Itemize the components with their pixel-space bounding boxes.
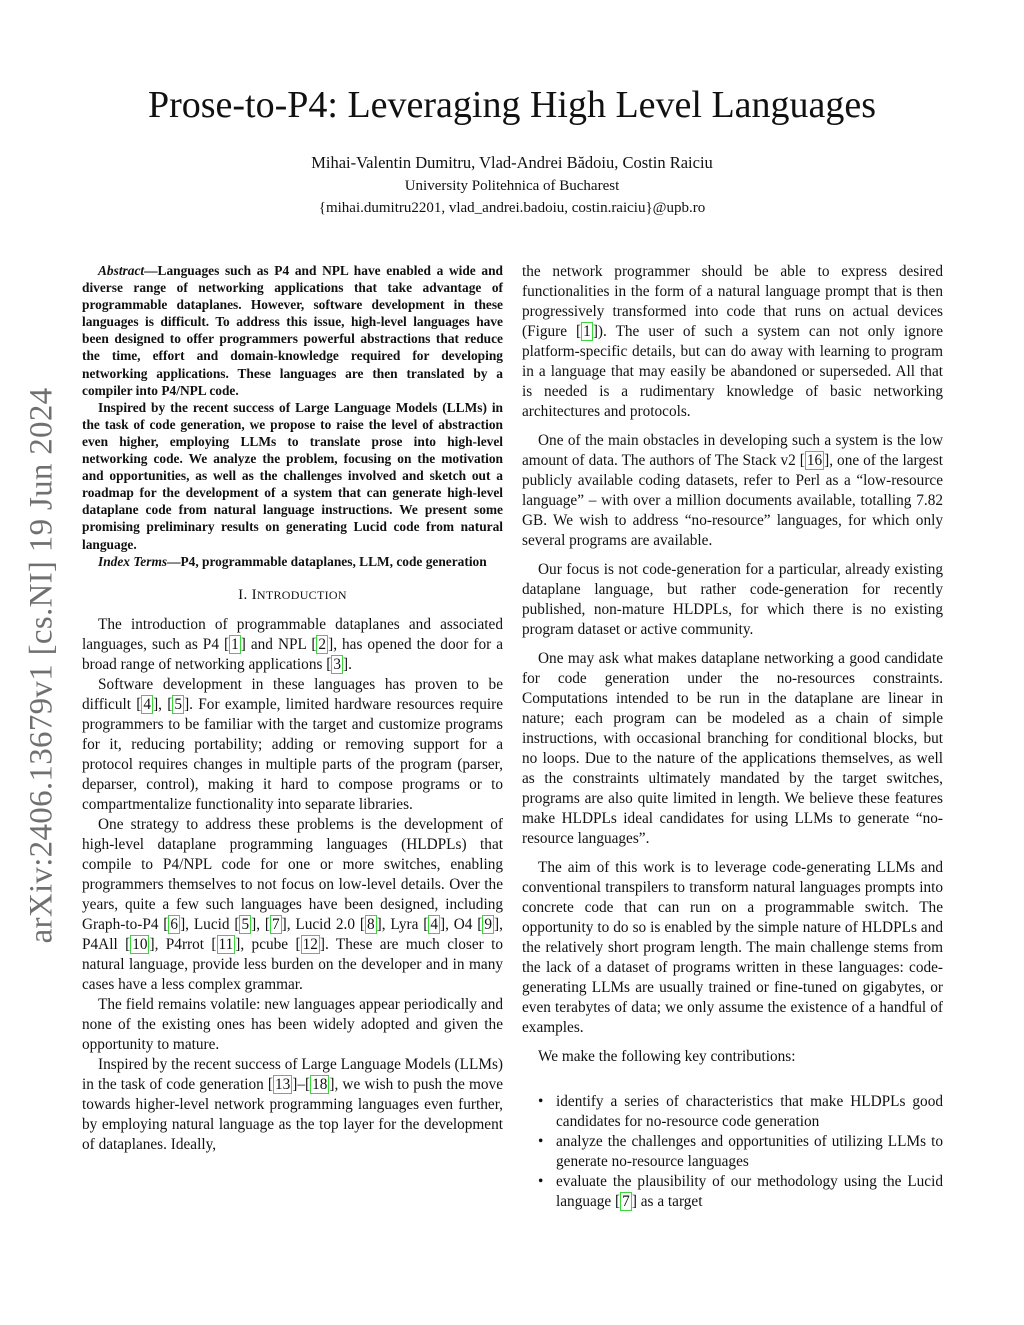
right-paragraph-5: The aim of this work is to leverage code-generating LLMs and conventional transpilers to transform natural languages prompts into concrete code that can run on a programmable switch. The opportunity to do so is enabled by the simple nature of HLDPLs and the relatively short program length. The main challenge stems from the lack of a dataset of programs written in these languages: code-generating LLMs are usually trained or fine-tuned on gigabytes, or even terabytes of data; we only assume the existence of a handful of examples. — [522, 859, 943, 1036]
right-column — [522, 262, 943, 1212]
contribution-item-2: • analyze the challenges and opportunities of utilizing LLMs to generate no-resource languages — [556, 1132, 943, 1172]
citation-link[interactable]: 1 — [231, 635, 239, 653]
figure-link[interactable]: 1 — [583, 323, 591, 340]
contribution-item-3: • evaluate the plausibility of our methodology using the Lucid language [ 7 ] as a target — [556, 1172, 943, 1212]
citation-link[interactable]: 4 — [143, 695, 152, 713]
abstract-text-1: —Languages such as P4 and NPL have enabled a wide and diverse range of networking applications that take advantage of programmable dataplanes. However, software development in these languages is difficult. To address this issue, high-level languages have been designed to offer programmers powerful abstractions that reduce the time, effort and domain-knowledge required for developing networking applications. These languages are then translated by a compiler into P4/NPL code. — [82, 263, 503, 398]
citation-link[interactable]: 9 — [484, 915, 493, 933]
abstract-paragraph-1 — [82, 262, 503, 399]
paper-title: Prose-to-P4: Leveraging High Level Languages — [147, 84, 877, 126]
left-column — [82, 262, 503, 1155]
abstract-label: Abstract — [98, 263, 145, 278]
citation-link[interactable]: 13 — [274, 1075, 291, 1093]
citation-link[interactable]: 12 — [302, 935, 318, 953]
index-terms-text: —P4, programmable dataplanes, LLM, code generation — [167, 553, 487, 569]
citation-link[interactable]: 3 — [333, 655, 342, 673]
intro-paragraph-4: The field remains volatile: new languages appear periodically and none of the existing ones has been widely adopted and given the opportunity to mature. — [82, 995, 503, 1053]
citation-link[interactable]: 2 — [318, 635, 327, 653]
author-emails: {mihai.dumitru2201, vlad_andrei.badoiu, costin.raiciu}@upb.ro — [318, 200, 706, 216]
intro-paragraph-5: Inspired by the recent success of Large Language Models (LLMs) in the task of code generation [ 13 ]–[ 18 ], we wish to push the move towards higher-level network programming languages even further, by employing natural language as the top layer for the development of dataplanes. Ideally, — [82, 1055, 503, 1153]
citation-link[interactable]: 5 — [174, 695, 183, 713]
intro-paragraph-2: Software development in these languages has proven to be difficult [ 4 ], [ 5 ]. For example, limited hardware resources require programmers to be familiar with the target and customize programs for it, reducing portability; adding or removing support for a protocol requires changes in multiple parts of the program (parser, deparser, control), making it hard to compose programs or to compartmentalize functionality into separate libraries. — [82, 675, 503, 813]
index-terms-label: Index Terms — [98, 553, 168, 569]
arxiv-stamp-container — [12, 365, 72, 965]
contributions-list — [522, 1092, 943, 1212]
right-paragraph-1: the network programmer should be able to express desired functionalities in the form of a natural language prompt that is then progressively transformed into code that runs on actual devices (Figure [ 1 ]). The user of such a system can not only ignore platform-specific details, but can do away with learning to program in a language that may easily be abandoned or superseded. All that is needed is a rudimentary knowledge of basic networking architectures and protocols. — [522, 263, 944, 420]
contributions-intro: We make the following key contributions: — [538, 1048, 796, 1065]
section-title-rest: NTRODUCTION — [256, 587, 347, 602]
citation-link[interactable]: 7 — [271, 915, 280, 933]
intro-paragraph-3: One strategy to address these problems is the development of high-level dataplane programming languages (HLDPLs) that compile to P4/NPL code for one or more switches, enabling programmers themselves to not focus on low-level details. Over the years, quite a few such languages have been designed, including Graph-to-P4 [ 6 ], Lucid [ 5 ], [ 7 ], Lucid 2.0 [ 8 ], Lyra [ 4 ], O4 [ 9 ], P4All [ 10 ], P4rrot [ 11 ], pcube [ 12 ]. These are much closer to natural language, provide less burden on the developer and in many cases have a less complex grammar. — [82, 815, 504, 993]
citation-link[interactable]: 11 — [218, 935, 234, 953]
section-number: I. — [238, 586, 248, 603]
right-paragraph-2: One of the main obstacles in developing such a system is the low amount of data. The authors of The Stack v2 [ 16 ], one of the largest publicly available coding datasets, refer to Perl as a “low-resource language” – with over a million documents available, totalling 7.82 GB. We wish to address “no-resource” languages, for which only several programs are available. — [522, 432, 943, 549]
affiliation: University Politehnica of Bucharest — [404, 178, 620, 194]
contribution-item-1: • identify a series of characteristics that make HLDPLs good candidates for no-resource code generation — [556, 1092, 943, 1132]
citation-link[interactable]: 7 — [622, 1193, 630, 1210]
citation-link[interactable]: 8 — [366, 915, 375, 933]
index-terms — [82, 553, 503, 570]
citation-link[interactable]: 6 — [170, 915, 179, 933]
abstract-paragraph-2: Inspired by the recent success of Large Language Models (LLMs) in the task of code generation, we propose to raise the level of abstraction even higher, employing LLMs to translate prose into high-level networking code. We analyze the problem, focusing on the motivation and opportunities, as well as the challenges involved and sketch out a roadmap for the development of a system that can generate high-level dataplane code from natural language instructions. We present some promising preliminary results on generating Lucid code from natural language. — [82, 399, 503, 552]
citation-link[interactable]: 5 — [241, 915, 250, 933]
citation-link[interactable]: 10 — [132, 935, 148, 953]
author-list: Mihai-Valentin Dumitru, Vlad-Andrei Bădoiu, Costin Raiciu — [311, 153, 713, 172]
citation-link[interactable]: 4 — [430, 915, 438, 933]
intro-paragraph-1: The introduction of programmable dataplanes and associated languages, such as P4 [ 1 ] and NPL [ 2 ], has opened the door for a broad range of networking applications [ 3 ]. — [82, 615, 503, 673]
right-paragraph-3: Our focus is not code-generation for a particular, already existing dataplane language, but rather code-generation for recently published, non-mature HLDPLs, for which there is no existing program dataset or active community. — [522, 561, 943, 638]
section-heading-introduction — [82, 585, 503, 605]
section-title-initial: I — [251, 586, 257, 603]
citation-link[interactable]: 16 — [806, 452, 823, 469]
arxiv-stamp: arXiv:2406.13679v1 [cs.NI] 19 Jun 2024 — [23, 387, 60, 943]
right-paragraph-4: One may ask what makes dataplane networking a good candidate for code generation under the no-resources constraints. Computations intended to be run in the dataplane are linear in nature; each program can be modeled as a chain of simple instructions, with occasional branching for conditional blocks, but no loops. Due to the nature of the applications themselves, as well as the constraints ultimately mandated by the target switches, programs are also quite limited in length. We believe these features make HLDPLs ideal candidates for using LLMs to generate “no-resource languages”. — [522, 650, 943, 847]
citation-link[interactable]: 18 — [312, 1075, 328, 1093]
